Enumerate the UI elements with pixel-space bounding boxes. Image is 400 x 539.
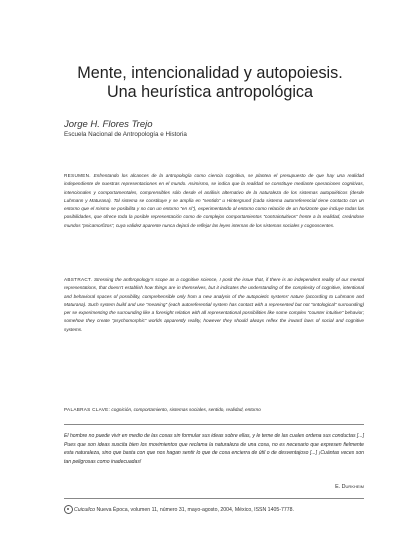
abstract-spanish-label: RESUMEN. — [64, 173, 91, 178]
author-affiliation: Escuela Nacional de Antropología e Historia — [64, 131, 187, 138]
journal-name: Cuicuilco — [74, 506, 96, 513]
epigraph-author: E. Durkheim — [335, 484, 364, 490]
abstract-english — [64, 276, 364, 334]
author-name: Jorge H. Flores Trejo — [64, 119, 153, 130]
abstract-spanish-text: Enfrentando los alcances de la antropología como ciencia cognitiva, se plantea el presupuesto de que hay una realidad independiente de nuestras representaciones en el mundo. Asimismo, se indica que la realidad se constituye mediante operaciones cognitivas, intencionales y comportamentales, comprensibles sólo desde el análisis alternativo de la naturaleza de los sistemas autopoiéticos (desde Luhmann y Maturana). Tal sistema se constituye y se amplía en “sentido” u Hintergrund (cada sistema autorreferencial tiene contacto con un entorno que el mismo se posibilita y no con un entorno “en sí”), experimentando al entorno como relación de un horizonte que incluye todas las posibilidades, que ofrece toda la posible representación como de complejos comportamientos “contraintuitivos” frente a la realidad, creándose mundos “psicamorfizos”, cuya validez aparente nunca dejará de reflejar las leyes internas de los sistemas sociales y cognoscentes. — [64, 173, 364, 228]
article-title — [50, 64, 370, 102]
title-line-1: Mente, intencionalidad y autopoiesis. — [77, 64, 343, 82]
journal-logo-icon — [64, 505, 73, 514]
abstract-english-text: Stressing the anthropology’s scope as a cognitive science, I posit the issue that, if there is an independent reality of our mental representations, that doesn’t establish how things are in themselves, but it indicates the understanding of the complexity of cognitive, intentional and behavioral spaces of possibility, comprehensible only from a new analysis of the autopoietic systems’ nature (according to Luhmann and Maturana). Such system build and use “meaning” (each autoreferential system has contact with a represented but not “ontological” surrounding) per se experimenting the surrounding like a foresight relation with all representational possibilities like some complex “counter intuitive” behavior; somehow they create “psychomorphic” worlds apparently reality, however they should always reflex the inward laws of social and cognitive systems. — [64, 277, 364, 332]
journal-citation: Nueva Época, volumen 11, número 31, mayo-agosto, 2004, México, ISSN 1405-7778. — [96, 506, 294, 513]
keywords — [64, 406, 364, 414]
journal-footer — [64, 505, 364, 514]
keywords-text: cognición, comportamiento, sistemas sociales, sentido, realidad, entorno — [111, 407, 261, 412]
divider-top — [64, 424, 364, 425]
keywords-label: PALABRAS CLAVE: — [64, 407, 111, 412]
abstract-english-label: ABSTRACT. — [64, 277, 93, 282]
divider-bottom — [64, 498, 364, 499]
title-line-2: Una heurística antropológica — [106, 83, 314, 101]
epigraph-quote: El hombre no puede vivir en medio de las cosas sin formular sus ideas sobre ellas, y le teme de las cuales ordena sus conductas [...] Pues que son ideas suscita bien los movimientos que reclama la naturaleza de una cosa, no es necesario que expresen fielmente esta naturaleza, sino que basta con que nos hagan sentir lo que de cosa encierra de útil o de desventajoso [...] ¡Cuántas veces son tan peligrosas como inadecuadas! — [64, 433, 364, 465]
abstract-spanish — [64, 172, 364, 230]
